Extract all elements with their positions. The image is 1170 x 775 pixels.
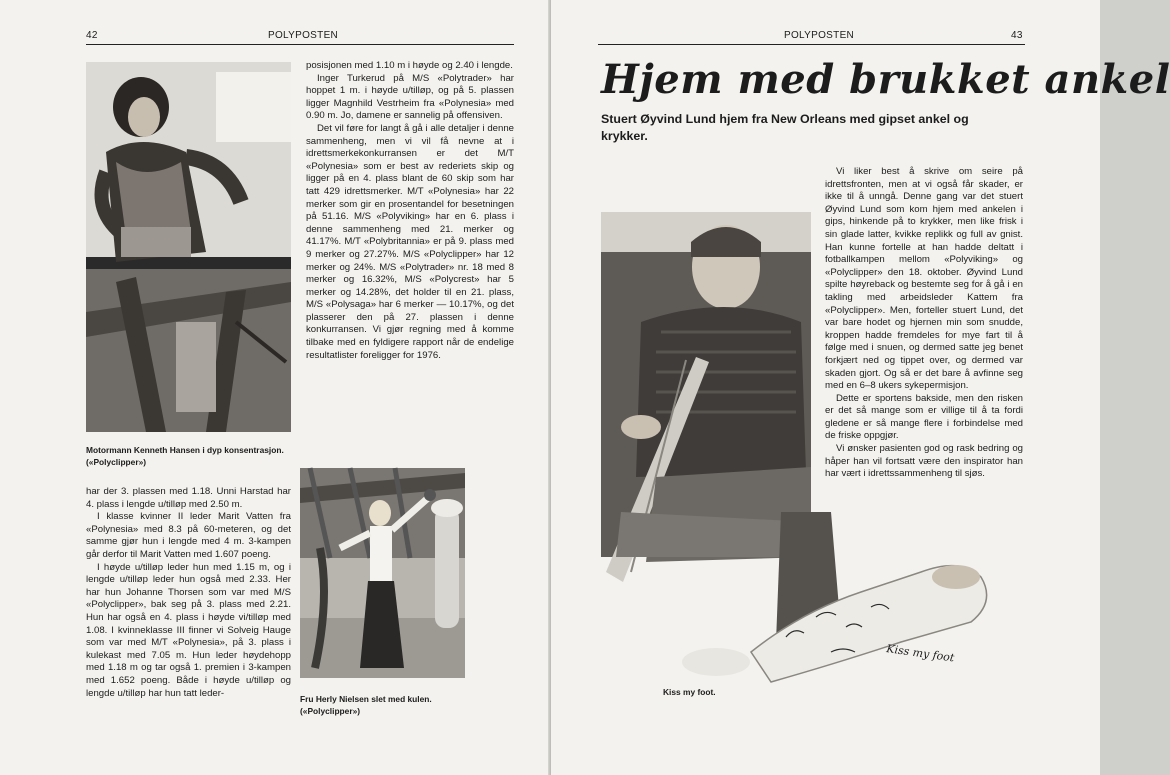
photo-caption: Kiss my foot. — [663, 687, 716, 697]
article-column-right — [306, 60, 514, 362]
paragraph: Det vil føre for langt å gå i alle detaljer i denne sammenheng, men vi vil få nevne at i idrettsmerkekonkurransen er det M/T «Polynesia» som er best av rederiets skip og ligger på en 4. plass blant de 60 skip som har tatt 429 idrettsmerker. M/T «Polynesia» har 22 merker som gir en prosentandel for besetningen på 51.16. M/S «Polyviking» har en 6. plass i denne sammenheng med 21. merker og 41.17%. M/T «Polybritannia» er på 9. plass med 9 merker og 27.27%. M/S «Polyclipper» har 12 merker og 24%. M/S «Polytrader» nr. 18 med 8 merker og 16.32%, M/S «Polycrest» har 5 merker og 14.28%, det holder til en 21. plass, M/S «Polysaga» har 6 merker — 10.17%, og det plasserer den på 27. plassen i denne konkurransen. Vi gjør regning med å komme tilbake med en fyldigere rapport når de endelige resultatlister foreligger for 1976. — [306, 122, 514, 361]
article-standfirst: Stuert Øyvind Lund hjem fra New Orleans med gipset ankel og krykker. — [601, 112, 969, 143]
photo-caption: Motormann Kenneth Hansen i dyp konsentrasjon. («Polyclipper») — [86, 445, 284, 467]
page-number: 42 — [86, 30, 98, 41]
cast-inscription: Kiss my foot — [885, 642, 956, 665]
photo-motorman — [86, 62, 291, 432]
paragraph: Vi liker best å skrive om seire på idrettsfronten, men at vi også får skader, er ikke til å unngå. Denne gang var det stuert Øyvind Lund som kom hjem med ankelen i gips, hinkende på to krykker, men like frisk i sin glade latter, kvikke replikk og full av gnist. Han kunne fortelle at han hadde deltatt i fotballkampen mellom «Polyviking» og «Polyclipper» den 18. oktober. Øyvind Lund spilte høyreback og bestemte seg for å gå i en takling med arbeidsleder Kattem fra «Polyclipper». Men, forteller stuert Lund, det var bare hodet og hjernen min som snudde, kroppen hadde fremdeles for mye fart til å følge med i snuen, og dermed satte jeg benet forkjært ned og tippet over, og dermed var skaden gjort. Og så er det bare å avfinne seg med en 6–8 ukers sykepermisjon. — [825, 166, 1023, 392]
photo-shot-put — [300, 468, 465, 678]
header-rule — [86, 44, 514, 45]
paragraph: I høyde u/tilløp leder hun med 1.15 m, og i lengde u/tilløp leder hun også med 2.33. Her har hun Johanne Thorsen som var med M/S «Polyclipper», bak seg på 3. plass med 2.21. Hun har også en 4. plass i høyde vi/tilløp med 1.08. I kvinneklasse III finner vi Solveig Hauge som var med M/T «Polynesia», på 3. plass i kulekast med 7.05 m. Hun leder høydehopp med 1.18 m og tar også 1. premien i 3-kampen med 1.652 poeng. Både i høyde u/tilløp og lengde u/tilløp har hun tatt leder- — [86, 561, 291, 699]
article-column-left — [86, 486, 291, 700]
photo-caption: Fru Herly Nielsen slet med kulen. («Polyclipper») — [300, 694, 432, 716]
paragraph: I klasse kvinner II leder Marit Vatten fra «Polynesia» med 8.3 på 60-meteren, og det samme gjør hun i lengde med 4 m. 3-kampen går derfor til Marit Vatten med 1.607 poeng. — [86, 511, 291, 560]
paragraph: Vi ønsker pasienten god og rask bedring og håper han vil fortsatt være den inspirator han har vært i idrettssammenheng til sjøs. — [825, 443, 1023, 480]
paragraph: Inger Turkerud på M/S «Polytrader» har hoppet 1 m. i høyde u/tilløp, og på 5. plassen ligger Magnhild Vestrheim fra «Polynesia» med 0.90 m. Jo, damene er sannelig på offensiven. — [306, 72, 514, 122]
right-page — [551, 0, 1170, 775]
header-rule — [598, 44, 1025, 45]
article-headline: Hjem med brukket ankel — [601, 56, 1170, 103]
running-head: POLYPOSTEN — [784, 30, 855, 41]
running-head: POLYPOSTEN — [268, 30, 339, 41]
article-body — [825, 166, 1023, 481]
paragraph: Dette er sportens bakside, men den risken er det så mange som er villige til å ta fordi gledene er så mange flere i forbindelse med de friske oppgjør. — [825, 392, 1023, 442]
page-number: 43 — [1011, 30, 1023, 41]
paragraph: har der 3. plassen med 1.18. Unni Harstad har 4. plass i lengde u/tilløp med 2.50 m. — [86, 486, 291, 510]
paragraph: posisjonen med 1.10 m i høyde og 2.40 i lengde. — [306, 60, 513, 71]
left-page — [0, 0, 550, 775]
